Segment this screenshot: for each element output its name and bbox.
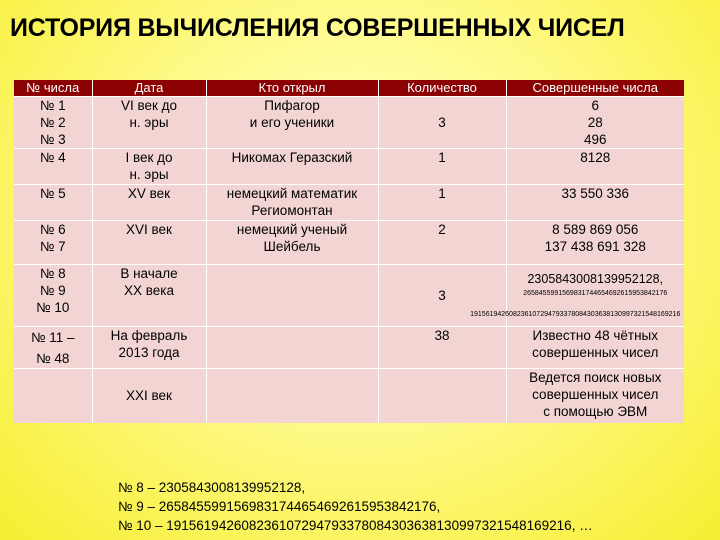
- header-date: Дата: [92, 80, 206, 97]
- cell-date: [92, 265, 206, 327]
- table-header-row: [14, 80, 684, 97]
- cell-discoverer: [206, 221, 378, 265]
- count-value: 3: [438, 288, 446, 303]
- perfect-number: 191561942608236107294793378084303638130997321548169216: [470, 311, 681, 318]
- note-line: совершенных чисел: [532, 345, 659, 360]
- date-line: XVI век: [126, 222, 172, 237]
- header-count: Количество: [378, 80, 506, 97]
- number-label: № 48: [36, 351, 70, 366]
- date-line: н. эры: [129, 167, 169, 182]
- cell-date: [92, 369, 206, 423]
- perfect-number: 496: [583, 132, 607, 147]
- date-line: 2013 года: [118, 345, 180, 360]
- footnotes: [118, 478, 708, 535]
- perfect-number: 33 550 336: [561, 186, 630, 201]
- date-line: I век до: [125, 150, 173, 165]
- table-row: [14, 369, 684, 423]
- cell-date: [92, 97, 206, 149]
- count-value: 3: [438, 115, 446, 130]
- perfect-number: 137 438 691 328: [544, 239, 646, 254]
- discoverer-line: и его ученики: [249, 115, 335, 130]
- cell-discoverer: [206, 265, 378, 327]
- count-value: 2: [438, 222, 446, 237]
- date-line: XX века: [124, 283, 174, 298]
- number-label: № 10: [36, 300, 70, 315]
- cell-date: [92, 149, 206, 185]
- date-line: XV век: [127, 186, 171, 201]
- table-row: [14, 97, 684, 149]
- note-line: Ведется поиск новых: [529, 370, 662, 385]
- header-number: № числа: [14, 80, 92, 97]
- footnote-line: № 8 – 2305843008139952128,: [118, 480, 306, 495]
- page-title: ИСТОРИЯ ВЫЧИСЛЕНИЯ СОВЕРШЕННЫХ ЧИСЕЛ: [10, 14, 625, 42]
- header-perfect-numbers: Совершенные числа: [506, 80, 684, 97]
- discoverer-line: Пифагор: [264, 98, 320, 113]
- perfect-numbers-table: [14, 80, 684, 423]
- cell-discoverer: [206, 327, 378, 369]
- date-line: В начале: [120, 266, 178, 281]
- count-value: 38: [434, 328, 450, 343]
- date-line: VI век до: [120, 98, 178, 113]
- perfect-number: 28: [587, 115, 603, 130]
- number-label: № 8: [39, 266, 66, 281]
- number-label: № 7: [39, 239, 66, 254]
- perfect-number: 8 589 869 056: [552, 222, 639, 237]
- date-line: На февраль: [110, 328, 188, 343]
- number-label: № 2: [39, 115, 66, 130]
- cell-perfect-numbers: [506, 149, 684, 185]
- discoverer-line: немецкий ученый: [236, 222, 348, 237]
- cell-perfect-numbers: [506, 185, 684, 221]
- table-row: [14, 221, 684, 265]
- note-line: с помощью ЭВМ: [543, 404, 648, 419]
- number-label: № 11 –: [30, 330, 75, 345]
- cell-date: [92, 327, 206, 369]
- header-discoverer: Кто открыл: [206, 80, 378, 97]
- cell-perfect-numbers: [506, 97, 684, 149]
- cell-discoverer: [206, 149, 378, 185]
- cell-number: [14, 221, 92, 265]
- table-row: [14, 327, 684, 369]
- cell-count: [378, 221, 506, 265]
- table-row: [14, 185, 684, 221]
- cell-perfect-numbers: [506, 221, 684, 265]
- perfect-number: 6: [591, 98, 599, 113]
- number-label: № 5: [39, 186, 66, 201]
- cell-date: [92, 185, 206, 221]
- perfect-number: 2305843008139952128,: [527, 272, 664, 286]
- cell-number: [14, 265, 92, 327]
- cell-count: [378, 149, 506, 185]
- perfect-number: 2658455991569831744654692615953842176: [523, 290, 668, 297]
- discoverer-line: Никомах Геразский: [231, 150, 353, 165]
- number-label: № 4: [39, 150, 66, 165]
- count-value: 1: [438, 186, 446, 201]
- discoverer-line: немецкий математик: [226, 186, 358, 201]
- perfect-number: 8128: [580, 150, 611, 165]
- number-label: № 1: [39, 98, 66, 113]
- cell-number: [14, 369, 92, 423]
- cell-date: [92, 221, 206, 265]
- cell-number: [14, 327, 92, 369]
- cell-discoverer: [206, 185, 378, 221]
- cell-perfect-numbers: [470, 265, 684, 327]
- footnote-line: № 10 – 191561942608236107294793378084303638130997321548169216, …: [118, 518, 593, 533]
- cell-number: [14, 149, 92, 185]
- date-line: н. эры: [129, 115, 169, 130]
- discoverer-line: Региомонтан: [251, 203, 333, 218]
- cell-perfect-numbers: [506, 327, 684, 369]
- cell-count: [378, 185, 506, 221]
- cell-count: [378, 97, 506, 149]
- note-line: совершенных чисел: [532, 387, 659, 402]
- number-label: № 6: [39, 222, 66, 237]
- footnote-line: № 9 – 2658455991569831744654692615953842176,: [118, 499, 441, 514]
- count-value: 1: [438, 150, 446, 165]
- number-label: № 9: [39, 283, 66, 298]
- cell-number: [14, 97, 92, 149]
- cell-discoverer: [206, 97, 378, 149]
- table-row: [14, 265, 684, 327]
- discoverer-line: Шейбель: [263, 239, 321, 254]
- date-line: XXI век: [126, 388, 172, 404]
- cell-count: [378, 369, 506, 423]
- table-row: [14, 149, 684, 185]
- cell-count: [378, 327, 506, 369]
- cell-perfect-numbers: [506, 369, 684, 423]
- number-label: № 3: [39, 132, 66, 147]
- note-line: Известно 48 чётных: [532, 328, 658, 343]
- cell-discoverer: [206, 369, 378, 423]
- cell-number: [14, 185, 92, 221]
